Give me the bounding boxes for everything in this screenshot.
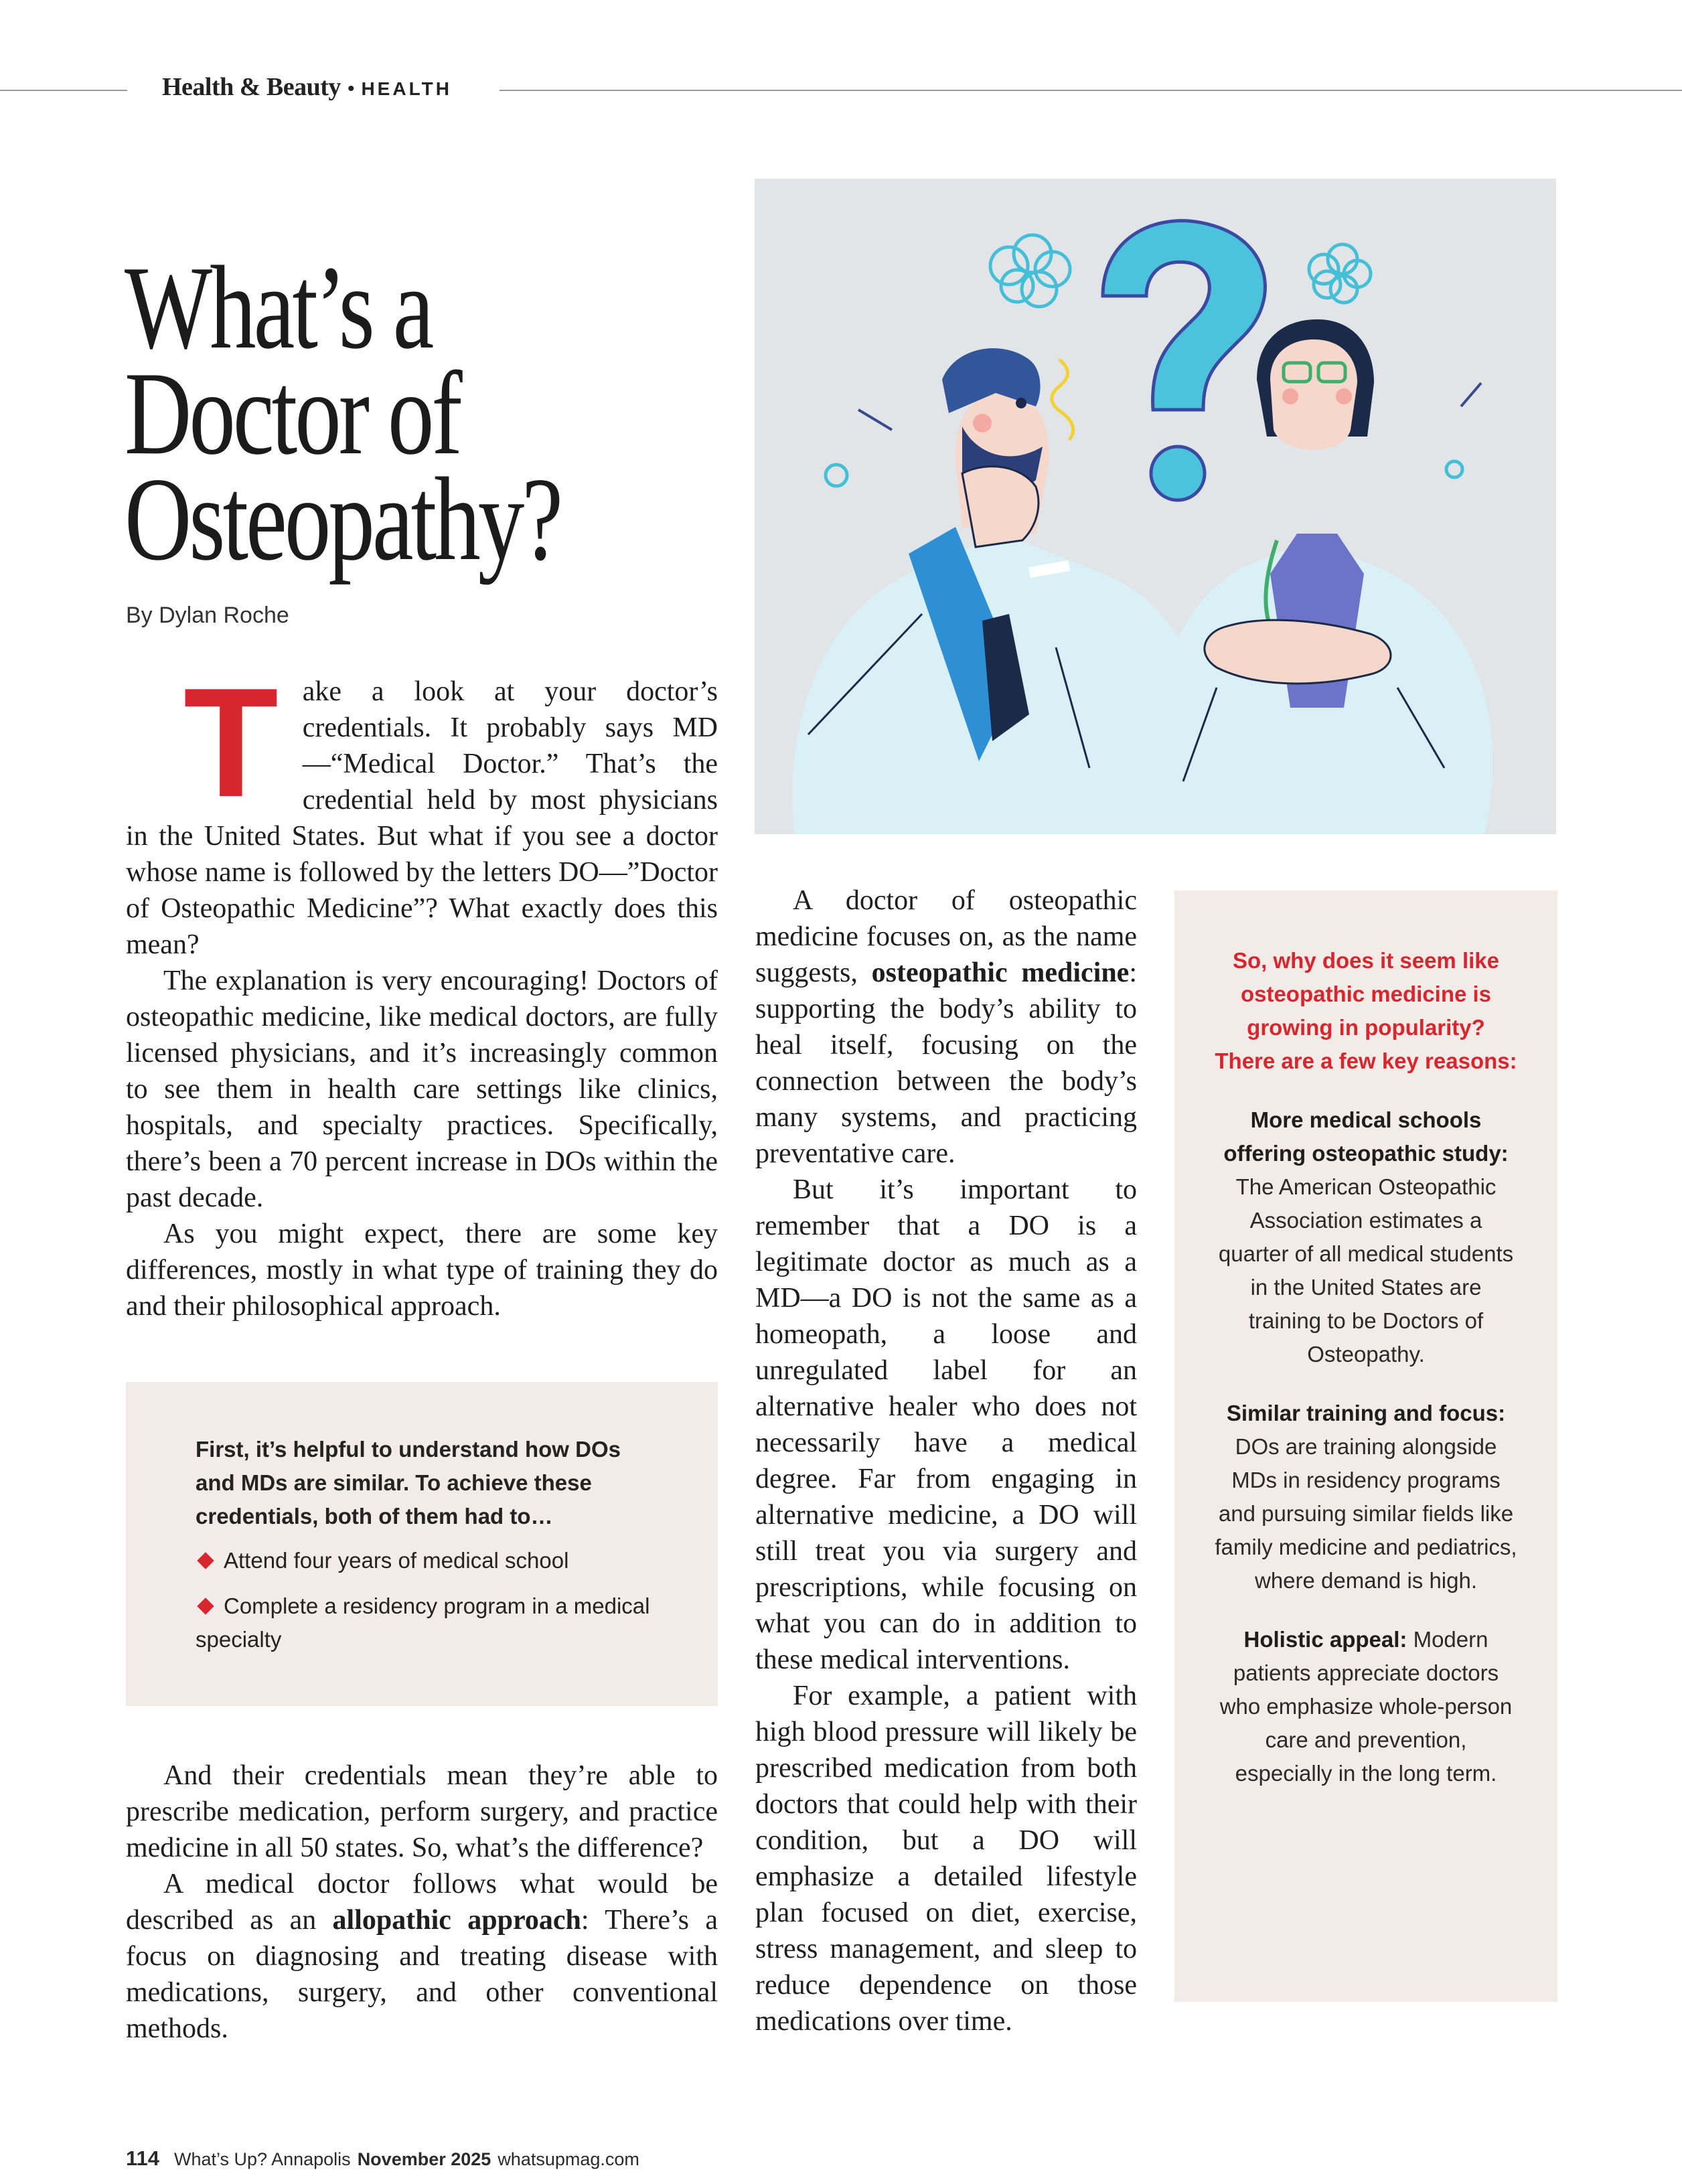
similarities-box [126,1382,718,1706]
doctors-illustration [755,179,1556,834]
byline: By Dylan Roche [126,603,289,628]
diamond-bullet-icon [197,1598,214,1615]
subsection-name[interactable]: HEALTH [361,78,452,99]
sidebar-item: Similar training and focus: DOs are training alongside MDs in residency programs and pursuing similar fields like family medicine and pediatrics, where demand is high. [1215,1401,1517,1593]
diamond-bullet-icon [197,1553,214,1569]
cloud-icon [990,235,1070,307]
article-column-1-lower [126,1758,718,2047]
sidebar-item: Holistic appeal: Modern patients appreciate doctors who emphasize whole-person care and prevention, especially in the long term. [1219,1627,1513,1786]
article-paragraph-7: But it’s important to remember that a DO is a legitimate doctor as much as a MD—a DO is not the same as a homeopath, a loose and unregulated label for an alternative healer who does not necessarily have a medical degree. Far from engaging in alternative medicine, a DO will still treat you via surgery and prescriptions, while focusing on what you can do in addition to these medical interventions. [755,1174,1137,1675]
male-doctor-figure [792,348,1209,834]
page-title [125,241,727,585]
female-doctor-figure [1158,319,1493,834]
page-footer [126,2147,639,2171]
website-link[interactable]: whatsupmag.com [498,2149,639,2169]
article-paragraph-6: A doctor of osteopathic medicine focuses on, as the name suggests, osteopathic medicine: supporting the body’s ability to heal itself, focusing on the connection between the body’s many systems, and practicing preventative care. [755,885,1137,1169]
list-item: Complete a residency program in a medical specialty [196,1593,650,1652]
title-line-1: What’s a [125,241,432,374]
circle-decoration [826,465,847,486]
list-item: Attend four years of medical school [196,1544,664,1577]
publication-name: What’s Up? Annapolis [174,2149,351,2169]
issue-date: November 2025 [357,2149,491,2169]
article-paragraph-4: And their credentials mean they’re able to prescribe medication, perform surgery, and practice medicine in all 50 states. So, what’s the difference? [126,1760,718,1863]
page-number: 114 [126,2147,160,2170]
article-paragraph-8: For example, a patient with high blood pressure will likely be prescribed medication from both doctors that could help with their condition, but a DO will emphasize a detailed lifestyle plan focused on diet, exercise, stress management, and sleep to reduce dependence on those medications over time. [755,1681,1137,2037]
sidebar-item: More medical schools offering osteopathic study: The American Osteopathic Association estimates a quarter of all medical students in the United States are training to be Doctors of Osteopathy. [1218,1107,1514,1367]
article-paragraph-5: A medical doctor follows what would be described as an allopathic approach: There’s a focus on diagnosing and treating disease with medications, surgery, and other conventional methods. [126,1869,718,2044]
sidebar-heading: So, why does it seem like osteopathic medicine is growing in popularity? There are a few key reasons: [1215,948,1517,1073]
article-paragraph-3: As you might expect, there are some key differences, mostly in what type of training they do and their philosophical approach. [126,1219,718,1322]
title-line-2: Doctor of [125,347,460,479]
header-rule-left [0,90,127,91]
article-column-2 [755,882,1137,2039]
article-column-1 [126,656,718,1324]
question-mark-icon [1103,221,1265,500]
header-rule-right [500,90,1682,91]
reasons-sidebar [1174,890,1557,2002]
article-paragraph-1: Take a look at your doctor’s credentials. It probably says MD—“Medical Doctor.” That’s the credential held by most physicians in the United States. But what if you see a doctor whose name is followed by the letters DO—”Doctor of Osteopathic Medicine”? What exactly does this mean? [126,656,718,960]
section-header [162,72,452,102]
circle-decoration [1446,461,1462,477]
title-line-3: Osteopathy? [125,453,561,585]
cloud-icon [1309,244,1371,303]
section-name[interactable]: Health & Beauty [162,73,341,101]
drop-cap: T [183,656,279,830]
article-paragraph-2: The explanation is very encouraging! Doctors of osteopathic medicine, like medical doctors, are fully licensed physicians, and it’s increasingly common to see them in health care settings like clinics, hospitals, and specialty practices. Specifically, there’s been a 70 percent increase in DOs within the past decade. [126,965,718,1213]
similarities-intro: First, it’s helpful to understand how DOs and MDs are similar. To achieve these credentials, both of them had to… [196,1437,621,1529]
section-separator: • [347,78,355,100]
